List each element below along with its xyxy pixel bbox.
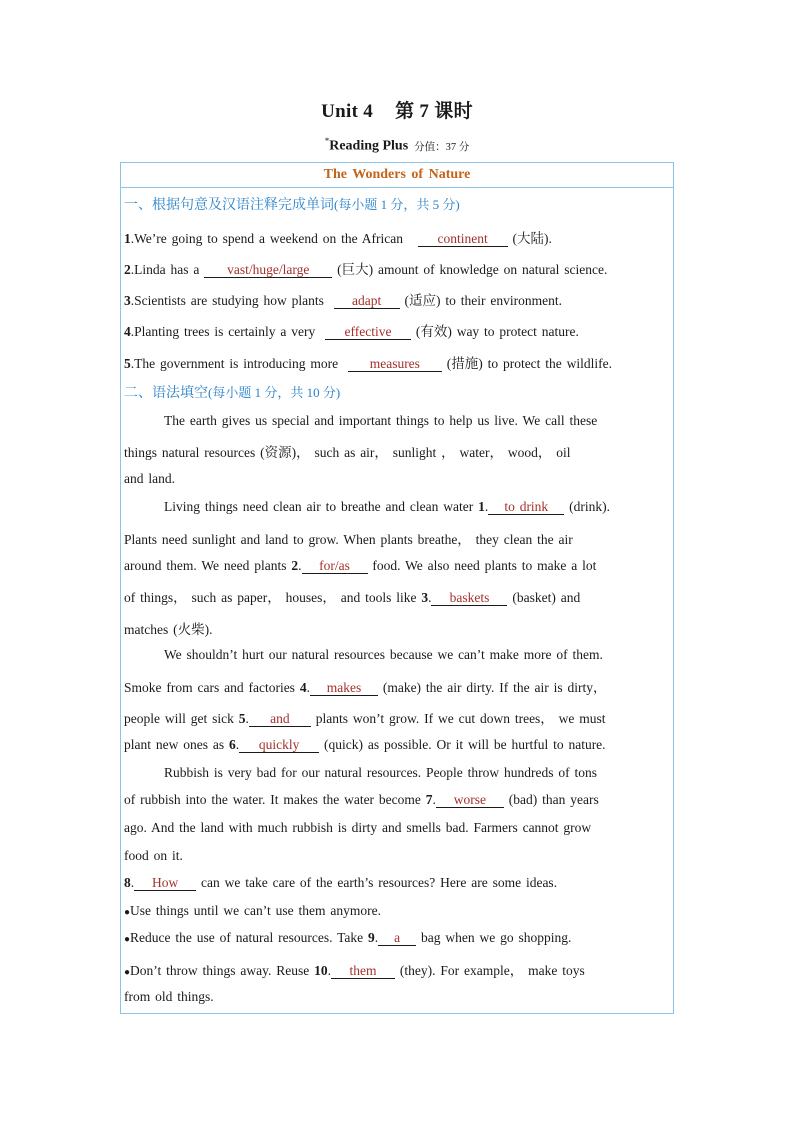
q-text: .Scientists are studying how plants <box>130 293 324 308</box>
score-label: 分值：37 分 <box>414 141 470 153</box>
passage-text: (quick) as possible. Or it will be hurtful to nature. <box>323 737 606 752</box>
passage-line: Smoke from cars and factories 4. makes (make) the air dirty. If the air is dirty， <box>124 680 607 695</box>
passage-title: The Wonders of Nature <box>121 163 673 188</box>
passage-line: Plants need sunlight and land to grow. When plants breathe， they clean the air <box>124 532 573 547</box>
answer-blank[interactable]: them <box>331 963 395 979</box>
blank-number: 1 <box>478 499 485 514</box>
passage-text: around them. We need plants <box>124 558 287 573</box>
passage-line: people will get sick 5. and plants won’t grow. If we cut down trees， we must <box>124 711 606 726</box>
passage-line: food on it. <box>124 848 183 863</box>
answer-blank[interactable]: How <box>134 875 196 891</box>
answer-blank[interactable]: worse <box>436 792 504 808</box>
part2-heading-text: 二、语法填空 <box>124 386 208 401</box>
passage-text: plant new ones as <box>124 737 225 752</box>
q-text: .The government is introducing more <box>130 356 339 371</box>
blank-number: 8 <box>124 875 131 890</box>
answer-blank[interactable]: quickly <box>239 737 319 753</box>
passage-text: Reduce the use of natural resources. Take <box>130 930 364 945</box>
bullet-line: ●Reduce the use of natural resources. Take 9. a bag when we go shopping. <box>124 930 572 945</box>
part1-rule: (每小题 1 分，共 5 分) <box>334 197 460 212</box>
answer-blank[interactable]: vast/huge/large <box>204 262 332 278</box>
q-text: (适应) to their environment. <box>404 293 562 308</box>
unit-label: Unit 4 <box>321 101 374 122</box>
q-text: (有效) way to protect nature. <box>415 324 579 339</box>
bullet-icon: ● <box>124 967 131 978</box>
passage-line: Living things need clean air to breathe and clean water 1. to drink (drink). <box>164 499 610 514</box>
q-number: 4 <box>124 324 131 339</box>
bullet-icon: ● <box>124 934 131 945</box>
passage-line: of things， such as paper， houses， and tools like 3. baskets (basket) and <box>124 590 581 605</box>
bullet-line <box>124 903 664 919</box>
q-number: 2 <box>124 262 131 277</box>
answer-blank[interactable]: a <box>378 930 416 946</box>
blank-number: 3 <box>421 590 429 605</box>
passage-text: (bad) than years <box>508 792 599 807</box>
passage-line: ago. And the land with much rubbish is dirty and smells bad. Farmers cannot grow <box>124 820 592 835</box>
q-text: .We’re going to spend a weekend on the African <box>130 231 403 246</box>
answer-blank[interactable]: makes <box>310 680 378 696</box>
passage-text: of rubbish into the water. It makes the water become <box>124 792 421 807</box>
passage-line: matches (火柴). <box>124 622 213 637</box>
passage-line: We shouldn’t hurt our natural resources because we can’t make more of them. <box>164 647 603 662</box>
passage-line: and land. <box>124 471 175 486</box>
answer-blank[interactable]: and <box>249 711 311 727</box>
passage-text: food. We also need plants to make a lot <box>372 558 597 573</box>
blank-number: 10 <box>314 963 328 978</box>
part1-heading <box>124 194 460 214</box>
passage-text: of things， such as paper， houses， and tools like <box>124 590 417 605</box>
question-2 <box>124 258 664 278</box>
blank-number: 5 <box>238 711 246 726</box>
passage-text: can we take care of the earth’s resources? Here are some ideas. <box>201 875 558 890</box>
passage-line: from old things. <box>124 989 214 1004</box>
passage-text: (drink). <box>569 499 610 514</box>
q-text: (大陆). <box>512 231 552 246</box>
passage-text: plants won’t grow. If we cut down trees， we must <box>315 711 606 726</box>
passage-line: The earth gives us special and important things to help us live. We call these <box>164 413 598 428</box>
passage-line: of rubbish into the water. It makes the water become 7. worse (bad) than years <box>124 792 599 807</box>
blank-number: 2 <box>291 558 299 573</box>
q-text: .Planting trees is certainly a very <box>130 324 316 339</box>
q-number: 3 <box>124 293 131 308</box>
bullet-icon: ● <box>124 907 131 918</box>
answer-blank[interactable]: measures <box>348 356 442 372</box>
page-title <box>0 96 794 123</box>
blank-number: 6 <box>228 737 236 752</box>
answer-blank[interactable]: adapt <box>334 293 400 309</box>
passage-text: Don’t throw things away. Reuse <box>130 963 310 978</box>
passage-text: bag when we go shopping. <box>421 930 572 945</box>
blank-number: 7 <box>425 792 433 807</box>
passage-line: 8. How can we take care of the earth’s resources? Here are some ideas. <box>124 875 558 890</box>
answer-blank[interactable]: to drink <box>488 499 564 515</box>
blank-number: 4 <box>299 680 307 695</box>
passage-text: people will get sick <box>124 711 234 726</box>
part2-heading <box>124 382 340 402</box>
passage-line: around them. We need plants 2. for/as food. We also need plants to make a lot <box>124 558 597 573</box>
passage-text: (make) the air dirty. If the air is dirty， <box>382 680 607 695</box>
q-text: .Linda has a <box>130 262 200 277</box>
part2-rule: (每小题 1 分，共 10 分) <box>208 385 341 400</box>
section-name: Reading Plus <box>329 138 409 154</box>
blank-number: 9 <box>368 930 375 945</box>
question-3 <box>124 289 664 309</box>
answer-blank[interactable]: baskets <box>431 590 507 606</box>
passage-text: (basket) and <box>512 590 581 605</box>
part1-heading-text: 一、根据句意及汉语注释完成单词 <box>124 198 334 213</box>
answer-blank[interactable]: effective <box>325 324 411 340</box>
answer-blank[interactable]: continent <box>418 231 508 247</box>
answer-blank[interactable]: for/as <box>302 558 368 574</box>
passage-text: Use things until we can’t use them anymore. <box>130 903 381 918</box>
star-mark: * <box>324 136 330 146</box>
page-subtitle <box>0 136 794 155</box>
question-1 <box>124 227 664 247</box>
passage-line: Rubbish is very bad for our natural resources. People throw hundreds of tons <box>164 765 598 780</box>
bullet-line: ●Don’t throw things away. Reuse 10. them (they). For example， make toys <box>124 963 585 978</box>
question-4 <box>124 320 664 340</box>
q-text: (巨大) amount of knowledge on natural science. <box>337 262 608 277</box>
passage-text: Living things need clean air to breathe and clean water <box>164 499 474 514</box>
question-5 <box>124 352 664 372</box>
passage-line: plant new ones as 6. quickly (quick) as possible. Or it will be hurtful to nature. <box>124 737 606 752</box>
passage-line: things natural resources (资源)， such as air， sunlight ， water， wood， oil <box>124 445 571 460</box>
lesson-label: 第 7 课时 <box>395 101 473 122</box>
passage-text: (they). For example， make toys <box>399 963 585 978</box>
q-number: 5 <box>124 356 131 371</box>
q-text: (措施) to protect the wildlife. <box>446 356 613 371</box>
passage-text: Smoke from cars and factories <box>124 680 295 695</box>
q-number: 1 <box>124 231 131 246</box>
